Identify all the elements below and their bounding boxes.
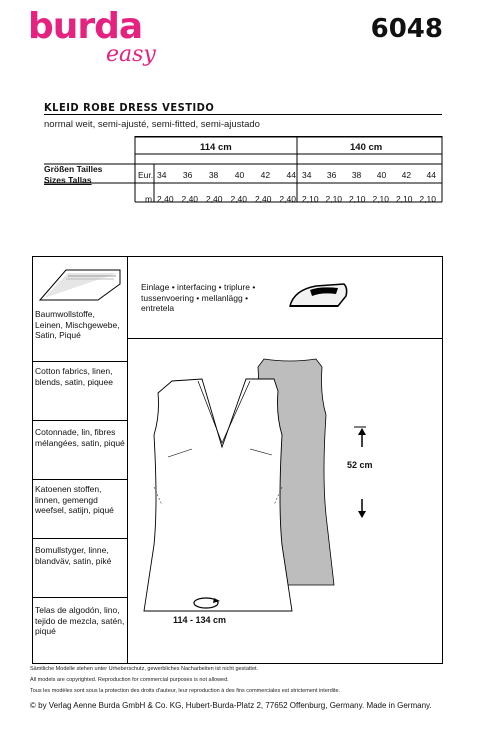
- frame-divider: [127, 256, 128, 663]
- size-system: Eur.: [138, 170, 154, 180]
- size-cell: 40: [376, 170, 387, 180]
- fabric-nl: Katoenen stoffen, linnen, gemengd weefsel, satijn, piqué: [35, 484, 114, 515]
- length-measurement: 52 cm: [347, 460, 373, 470]
- size-cell: 38: [208, 170, 219, 180]
- fabric-en: Cotton fabrics, linen, blends, satin, piquee: [35, 366, 113, 387]
- sizes-114-row: [157, 170, 296, 180]
- fabric-divider: [32, 420, 128, 421]
- fabric-fr: Cotonnade, lin, fibres mélangées, satin, piqué: [35, 427, 125, 448]
- amount-unit: m: [145, 194, 153, 204]
- amount-cell: 2,10: [372, 194, 389, 204]
- amounts-114-row: [157, 194, 296, 204]
- size-cell: 34: [302, 170, 312, 180]
- fabric-width-114: 114 cm: [200, 142, 232, 153]
- size-cell: 34: [157, 170, 167, 180]
- amount-cell: 2,40: [205, 194, 223, 204]
- fabric-divider: [32, 479, 128, 480]
- size-cell: 44: [426, 170, 436, 180]
- logo-sub-text: easy: [106, 42, 156, 67]
- amount-cell: 2,40: [279, 194, 296, 204]
- size-label-line1: Größen Tailles: [44, 164, 103, 174]
- fabric-sv: Bomullstyger, linne, blandväv, satin, piké: [35, 545, 112, 566]
- amount-cell: 2,10: [395, 194, 413, 204]
- fabric-width-140: 140 cm: [350, 142, 383, 153]
- hip-measurement: 114 - 134 cm: [173, 615, 227, 625]
- amount-cell: 2,10: [348, 194, 366, 204]
- size-cell: 42: [401, 170, 412, 180]
- size-cell: 40: [234, 170, 245, 180]
- iron-icon: [286, 280, 352, 312]
- amount-cell: 2,40: [230, 194, 247, 204]
- pattern-number: 6048: [370, 14, 443, 44]
- amount-cell: 2,40: [181, 194, 199, 204]
- size-cell: 36: [182, 170, 193, 180]
- amounts-140-row: [302, 194, 436, 204]
- title-rule: [44, 114, 442, 115]
- fabric-de: Baumwollstoffe, Leinen, Mischgewebe, Satin, Piqué: [35, 309, 120, 340]
- hip-circumference-icon: [190, 593, 222, 613]
- size-cell: 38: [351, 170, 362, 180]
- sizes-140-row: [302, 170, 436, 180]
- amount-cell: 2,10: [419, 194, 436, 204]
- fabric-divider: [32, 538, 128, 539]
- interfacing-divider: [127, 338, 442, 339]
- garment-title: KLEID ROBE DRESS VESTIDO: [44, 101, 215, 114]
- size-cell: 36: [326, 170, 337, 180]
- fabric-divider: [32, 597, 128, 598]
- fabric-divider: [32, 361, 128, 362]
- amount-cell: 2,10: [302, 194, 319, 204]
- size-cell: 44: [286, 170, 296, 180]
- length-arrows-icon: [352, 425, 372, 525]
- logo-main-text: burda: [28, 6, 143, 47]
- interfacing-text: Einlage • interfacing • triplure • tussenvoering • mellanlägg • entretela: [141, 282, 256, 313]
- amount-cell: 2,10: [325, 194, 343, 204]
- size-cell: 42: [260, 170, 271, 180]
- fabric-es: Telas de algodón, lino, tejido de mezcla, satén, piqué: [35, 605, 125, 636]
- dress-illustration: [140, 355, 345, 615]
- footer-line-en: All models are copyrighted. Reproduction for commercial purposes is not allowed.: [30, 677, 229, 683]
- footer-line-de: Sämtliche Modelle stehen unter Urheberschutz, gewerbliches Nacharbeiten ist nicht gestattet.: [30, 666, 259, 672]
- dress-front-view: [144, 379, 292, 611]
- fabric-swatch-icon: [38, 264, 122, 304]
- amount-cell: 2,40: [157, 194, 174, 204]
- amount-cell: 2,40: [254, 194, 272, 204]
- garment-fit: normal weit, semi-ajusté, semi-fitted, semi-ajustado: [44, 119, 260, 130]
- size-label-line2: Sizes Tallas: [44, 175, 92, 185]
- footer-copyright: © by Verlag Aenne Burda GmbH & Co. KG, Hubert-Burda-Platz 2, 77652 Offenburg, Germany. Made in Germany.: [30, 701, 432, 710]
- footer-line-fr: Tous les modèles sont sous la protection des droits d'auteur, leur reproduction à des fins commerciales est strictement interdite.: [30, 688, 341, 694]
- burda-easy-logo: [28, 6, 168, 76]
